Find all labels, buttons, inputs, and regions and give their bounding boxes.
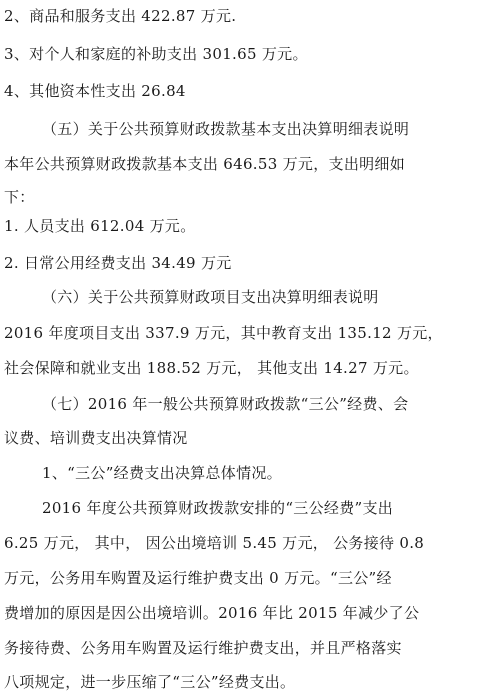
text-line: 万元，公务用车购置及运行维护费支出 0 万元。“三公”经 bbox=[4, 569, 392, 587]
text-line: 4、其他资本性支出 26.84 bbox=[4, 82, 186, 100]
text-line: 2. 日常公用经费支出 34.49 万元 bbox=[4, 254, 232, 272]
text-line: 6.25 万元， 其中， 因公出境培训 5.45 万元， 公务接待 0.8 bbox=[4, 534, 425, 552]
text-line: 务接待费、公务用车购置及运行维护费支出，并且严格落实 bbox=[4, 639, 402, 657]
text-line: 议费、培训费支出决算情况 bbox=[4, 429, 188, 447]
text-line: 3、对个人和家庭的补助支出 301.65 万元。 bbox=[4, 45, 308, 63]
text-line: 下： bbox=[4, 188, 35, 206]
section-heading: （七）2016 年一般公共预算财政拨款“三公”经费、会 bbox=[42, 395, 409, 413]
section-heading: （五）关于公共预算财政拨款基本支出决算明细表说明 bbox=[42, 120, 410, 138]
text-line: 2、商品和服务支出 422.87 万元. bbox=[4, 7, 237, 25]
text-line: 1. 人员支出 612.04 万元。 bbox=[4, 217, 196, 235]
text-line: 2016 年度项目支出 337.9 万元，其中教育支出 135.12 万元， bbox=[4, 324, 443, 342]
section-heading: （六）关于公共预算财政项目支出决算明细表说明 bbox=[42, 288, 379, 306]
text-line: 八项规定，进一步压缩了“三公”经费支出。 bbox=[4, 673, 296, 691]
text-line: 2016 年度公共预算财政拨款安排的“三公经费”支出 bbox=[42, 499, 394, 517]
text-line: 社会保障和就业支出 188.52 万元， 其他支出 14.27 万元。 bbox=[4, 359, 419, 377]
text-line: 费增加的原因是因公出境培训。2016 年比 2015 年减少了公 bbox=[4, 604, 420, 622]
subsection-heading: 1、“三公”经费支出决算总体情况。 bbox=[42, 464, 282, 482]
text-line: 本年公共预算财政拨款基本支出 646.53 万元，支出明细如 bbox=[4, 155, 406, 173]
